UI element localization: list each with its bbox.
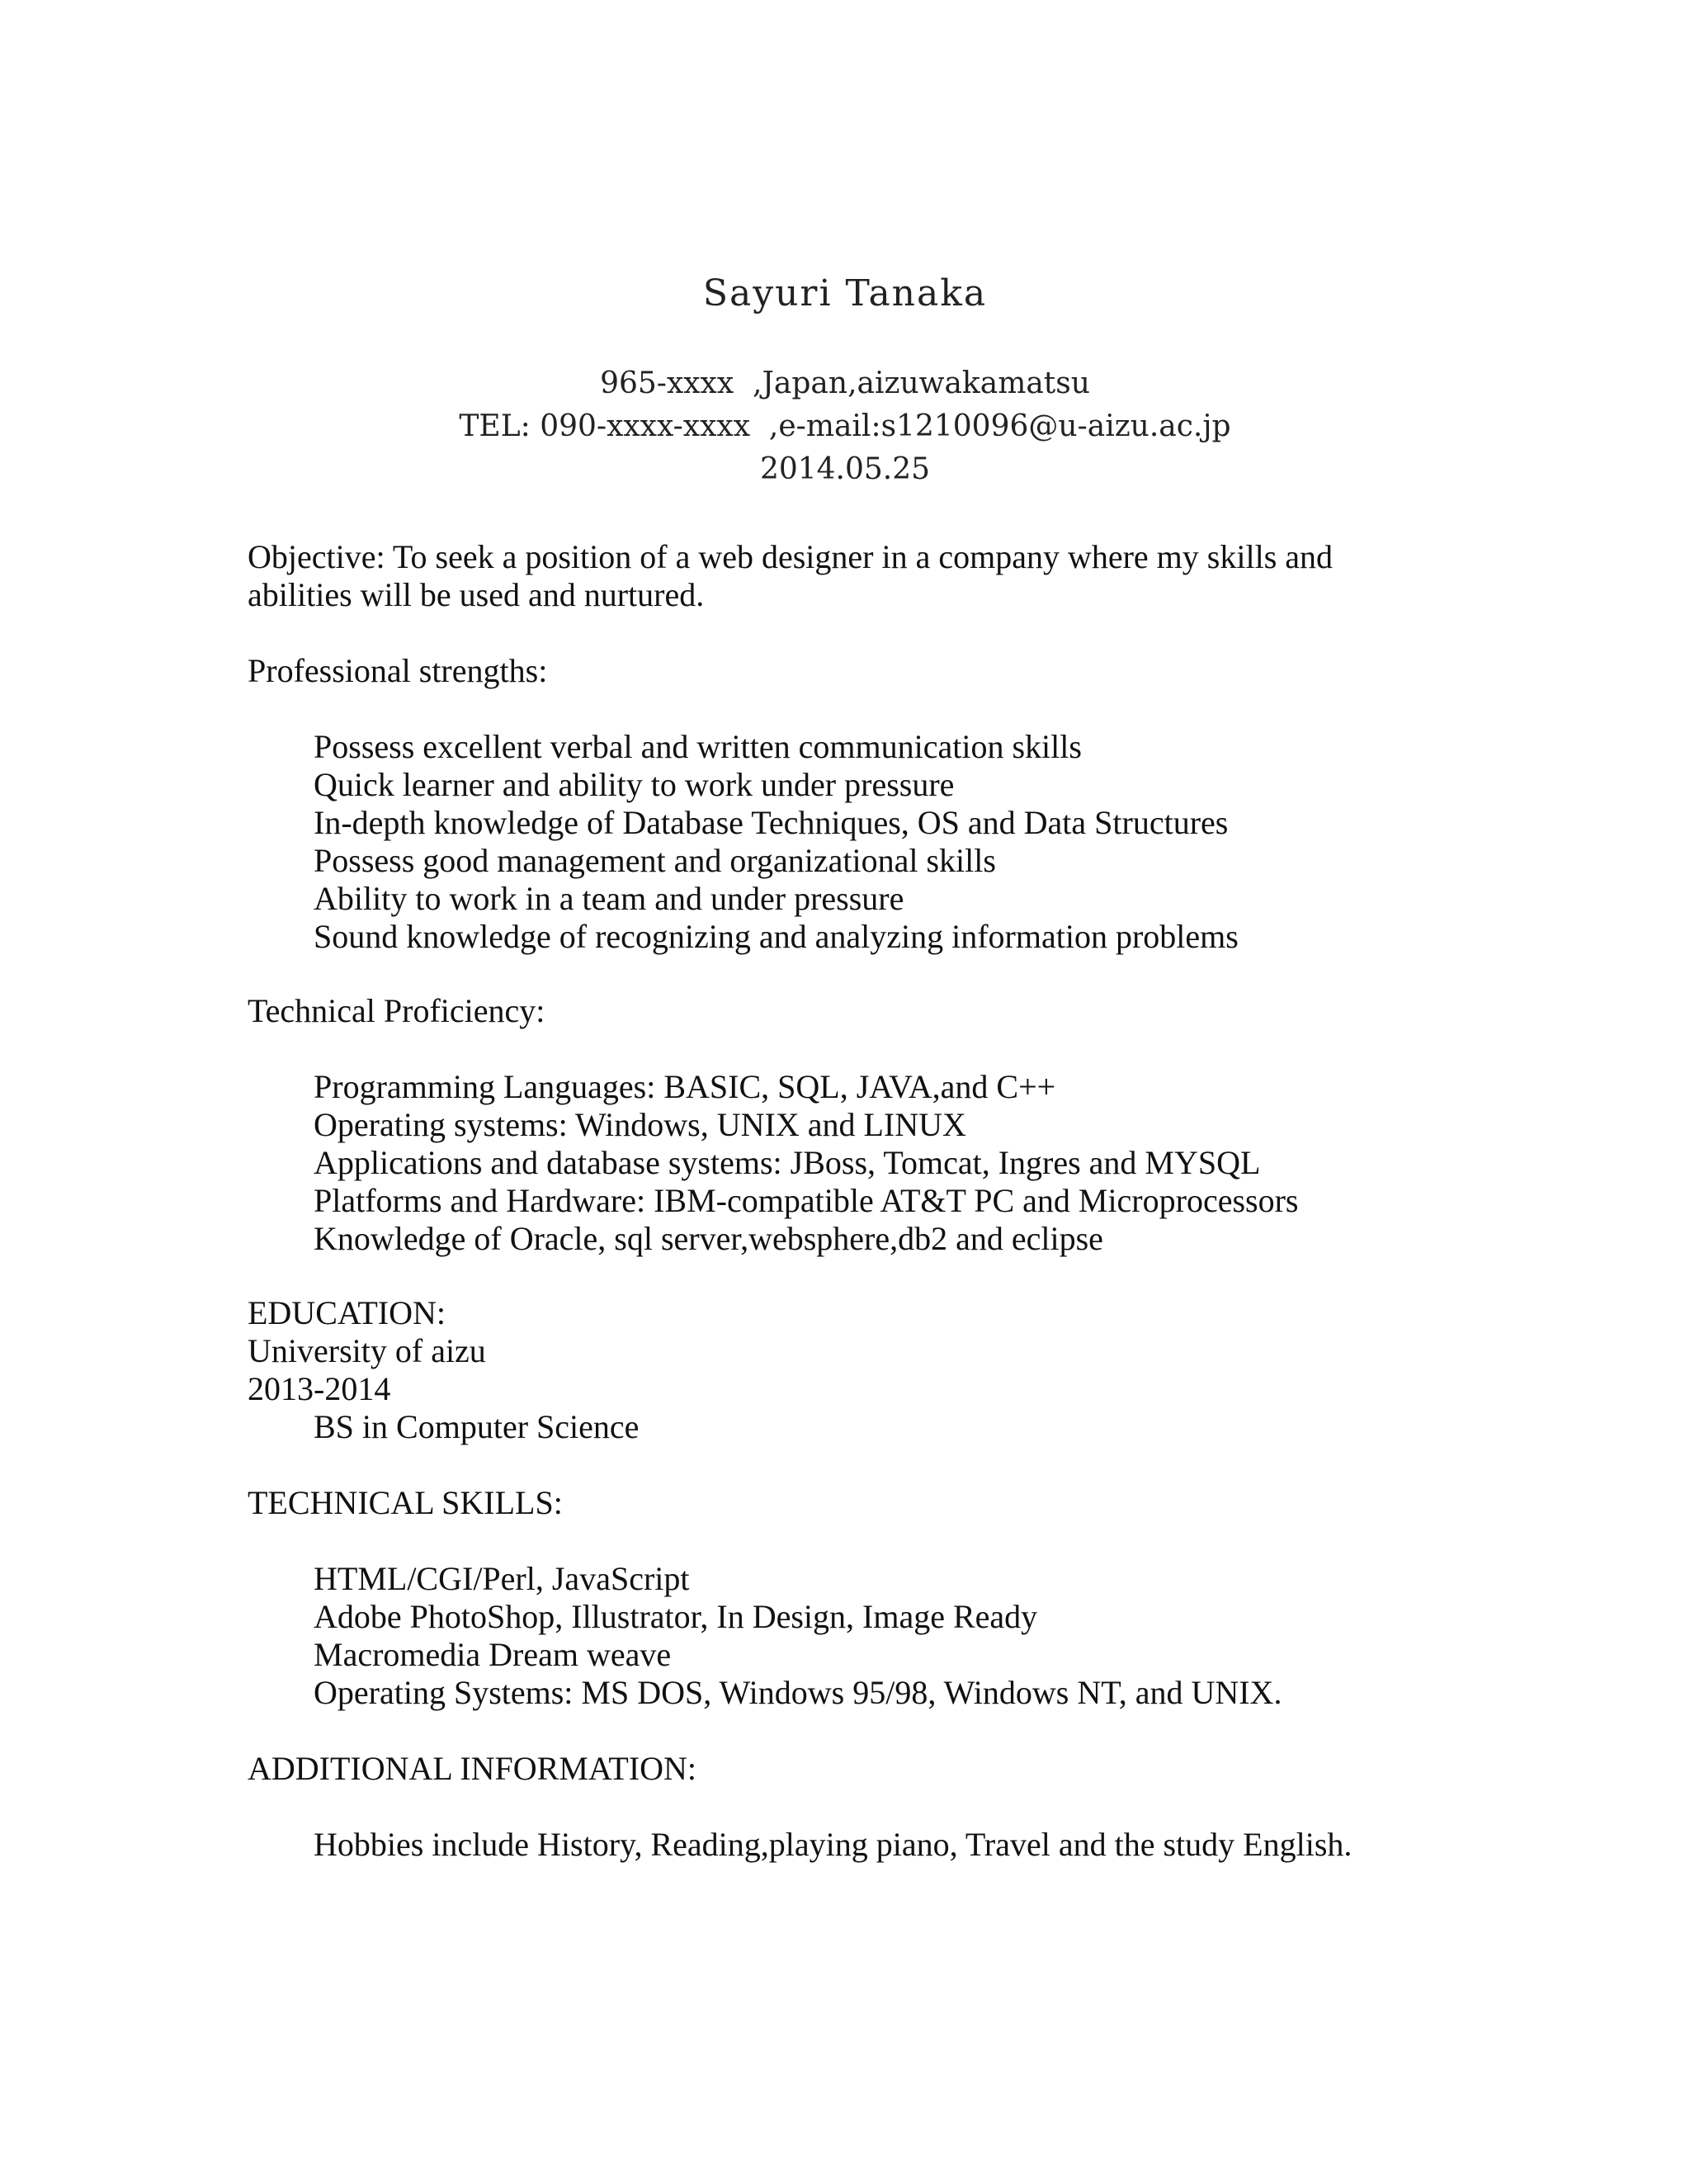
list-item: Quick learner and ability to work under pressure <box>314 766 955 803</box>
technical-skills-heading: TECHNICAL SKILLS: <box>248 1484 563 1521</box>
address-line: 965-xxxx ,Japan,aizuwakamatsu <box>600 366 1090 400</box>
list-item: Macromedia Dream weave <box>314 1636 672 1673</box>
list-item: Operating systems: Windows, UNIX and LINUX <box>314 1106 966 1143</box>
list-item: Applications and database systems: JBoss, Tomcat, Ingres and MYSQL <box>314 1144 1261 1181</box>
education-degree-list <box>314 1408 639 1446</box>
technical-proficiency-list <box>314 1068 1298 1258</box>
list-item: Hobbies include History, Reading,playing piano, Travel and the study English. <box>314 1826 1352 1863</box>
professional-strengths-list <box>314 728 1239 956</box>
resume-date: 2014.05.25 <box>759 452 931 486</box>
additional-information-heading: ADDITIONAL INFORMATION: <box>248 1750 697 1787</box>
additional-information-list <box>314 1826 1352 1864</box>
list-item: Adobe PhotoShop, Illustrator, In Design, Image Ready <box>314 1598 1038 1635</box>
education-school: University of aizu <box>248 1332 486 1369</box>
education-years: 2013-2014 <box>248 1370 391 1407</box>
list-item: Programming Languages: BASIC, SQL, JAVA,and C++ <box>314 1068 1056 1105</box>
professional-strengths-heading: Professional strengths: <box>248 652 548 689</box>
education-degree: BS in Computer Science <box>314 1408 640 1445</box>
list-item: In-depth knowledge of Database Techniques, OS and Data Structures <box>314 804 1229 841</box>
technical-skills-list <box>314 1560 1282 1712</box>
objective-text: Objective: To seek a position of a web designer in a company where my skills and abilities will be used and nurtured. <box>248 538 1334 613</box>
list-item: Possess good management and organizational skills <box>314 842 996 879</box>
contact-line: TEL: 090-xxxx-xxxx ,e-mail:s1210096@u-aizu.ac.jp <box>459 409 1231 443</box>
list-item: HTML/CGI/Perl, JavaScript <box>314 1560 690 1597</box>
list-item: Sound knowledge of recognizing and analyzing information problems <box>314 918 1239 955</box>
list-item: Possess excellent verbal and written communication skills <box>314 728 1082 765</box>
technical-proficiency-heading: Technical Proficiency: <box>248 992 545 1029</box>
list-item: Operating Systems: MS DOS, Windows 95/98, Windows NT, and UNIX. <box>314 1674 1282 1711</box>
list-item: Ability to work in a team and under pressure <box>314 880 904 917</box>
education-heading: EDUCATION: <box>248 1294 446 1331</box>
list-item: Platforms and Hardware: IBM-compatible AT&T PC and Microprocessors <box>314 1182 1299 1219</box>
list-item: Knowledge of Oracle, sql server,websphere,db2 and eclipse <box>314 1220 1103 1257</box>
resume-name: Sayuri Tanaka <box>702 272 988 314</box>
